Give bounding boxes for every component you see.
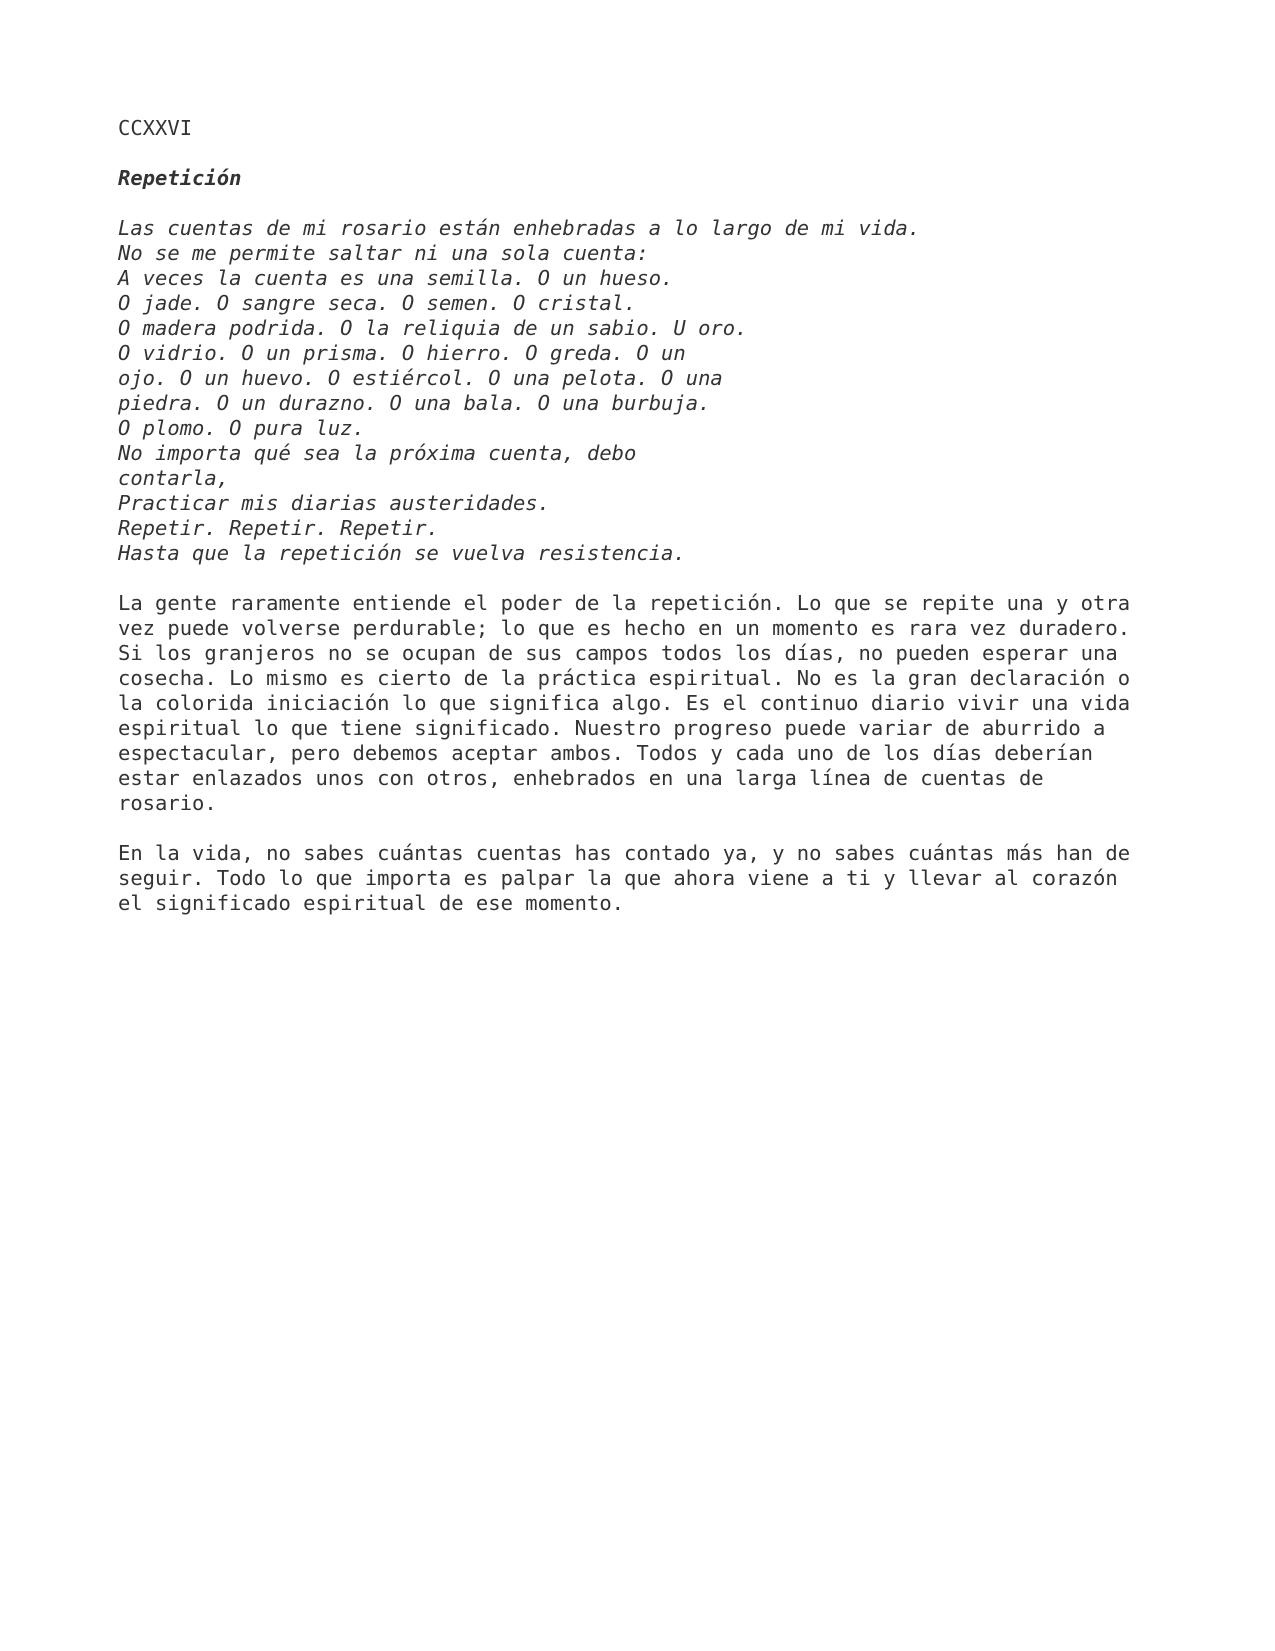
poem-line: No importa qué sea la próxima cuenta, debo — [118, 441, 637, 465]
poem-line: Hasta que la repetición se vuelva resistencia. — [118, 541, 686, 565]
paragraph-line: la colorida iniciación lo que significa algo. Es el continuo diario vivir una vida — [118, 691, 1131, 715]
paragraph-line: vez puede volverse perdurable; lo que es hecho en un momento es rara vez duradero. — [118, 616, 1131, 640]
poem-line: contarla, — [118, 466, 230, 490]
poem-line: O madera podrida. O la reliquia de un sabio. U oro. — [118, 316, 748, 340]
poem-line: ojo. O un huevo. O estiércol. O una pelota. O una — [118, 366, 723, 390]
poem-line: O vidrio. O un prisma. O hierro. O greda. O un — [118, 341, 686, 365]
poem-line: piedra. O un durazno. O una bala. O una burbuja. — [118, 391, 711, 415]
poem-line: A veces la cuenta es una semilla. O un hueso. — [118, 266, 674, 290]
paragraph-line: En la vida, no sabes cuántas cuentas has contado ya, y no sabes cuántas más han de — [118, 841, 1131, 865]
poem-line: No se me permite saltar ni una sola cuenta: — [118, 241, 649, 265]
poem-line: Practicar mis diarias austeridades. — [118, 491, 550, 515]
paragraph-line: La gente raramente entiende el poder de la repetición. Lo que se repite una y otra — [118, 591, 1131, 615]
poem — [118, 216, 1178, 566]
document-page — [118, 116, 1178, 941]
poem-line: Repetir. Repetir. Repetir. — [118, 516, 439, 540]
body-paragraph-2 — [118, 841, 1178, 916]
poem-line: O jade. O sangre seca. O semen. O cristal. — [118, 291, 637, 315]
chapter-number: CCXXVI — [118, 116, 193, 140]
paragraph-line: el significado espiritual de ese momento. — [118, 891, 625, 915]
body-paragraph-1 — [118, 591, 1178, 816]
paragraph-line: estar enlazados unos con otros, enhebrados en una larga línea de cuentas de — [118, 766, 1044, 790]
paragraph-line: cosecha. Lo mismo es cierto de la práctica espiritual. No es la gran declaración o — [118, 666, 1131, 690]
paragraph-line: Si los granjeros no se ocupan de sus campos todos los días, no pueden esperar una — [118, 641, 1118, 665]
chapter-title: Repetición — [118, 166, 242, 190]
paragraph-line: espiritual lo que tiene significado. Nuestro progreso puede variar de aburrido a — [118, 716, 1106, 740]
paragraph-line: rosario. — [118, 791, 217, 815]
paragraph-line: espectacular, pero debemos aceptar ambos. Todos y cada uno de los días deberían — [118, 741, 1094, 765]
paragraph-line: seguir. Todo lo que importa es palpar la que ahora viene a ti y llevar al corazón — [118, 866, 1118, 890]
poem-line: Las cuentas de mi rosario están enhebradas a lo largo de mi vida. — [118, 216, 921, 240]
poem-line: O plomo. O pura luz. — [118, 416, 365, 440]
